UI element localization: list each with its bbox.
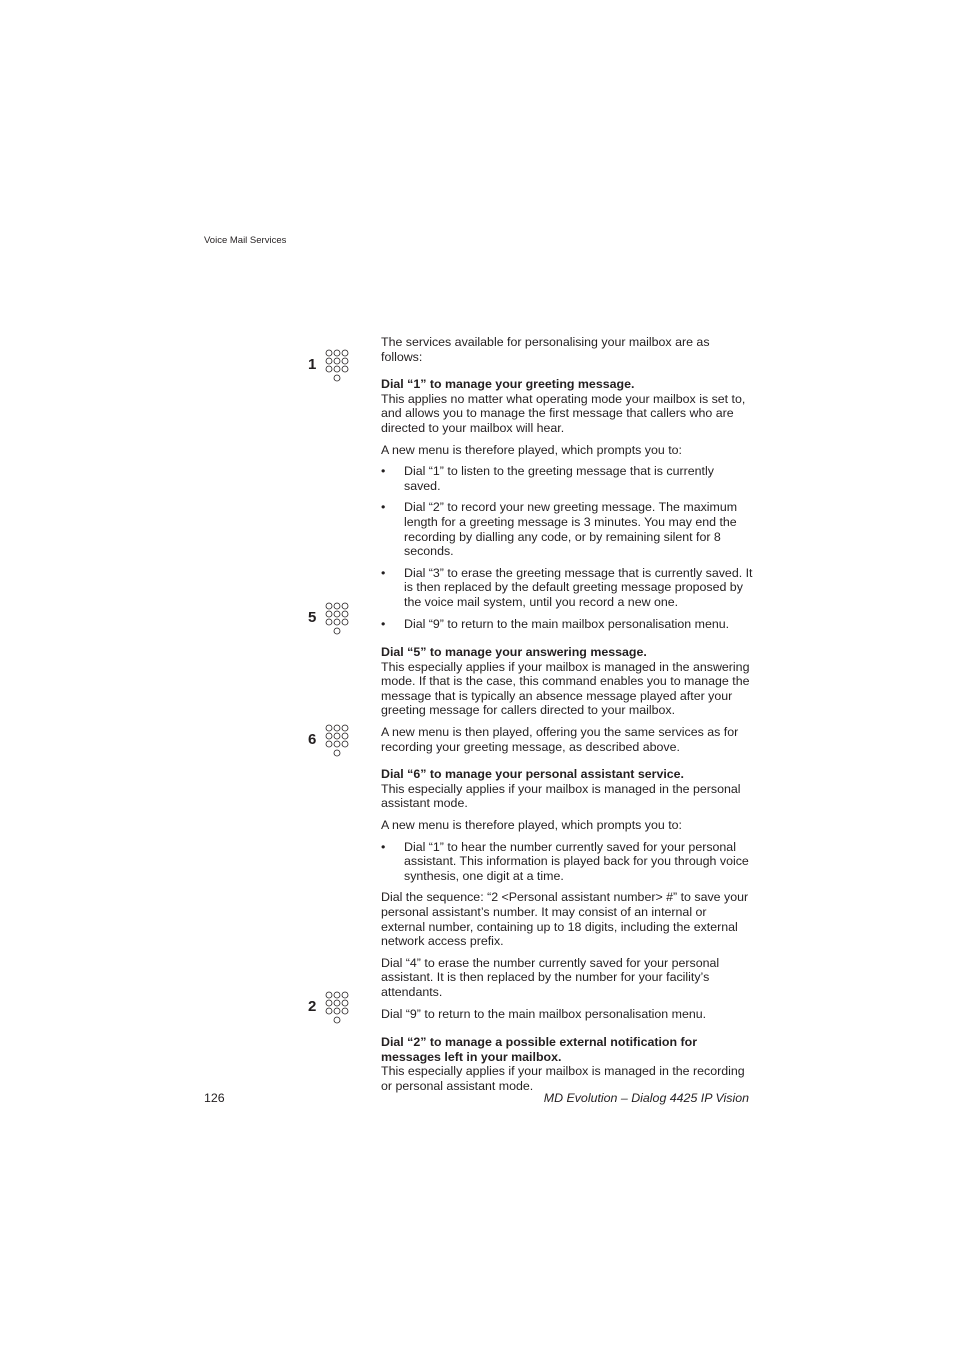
list-item: • Dial “3” to erase the greeting message that is currently saved. It is then replaced by the default greeting message proposed by the voice mail system, until you record a new one. (381, 566, 753, 610)
section-text: This especially applies if your mailbox is managed in the personal assistant mode. (381, 781, 741, 811)
list-item: • Dial “9” to return to the main mailbox personalisation menu. (381, 617, 753, 632)
key-digit: 5 (308, 609, 317, 626)
keypad-icon (325, 724, 351, 762)
option-list (381, 840, 753, 884)
keypad-icon (325, 349, 351, 387)
main-content (381, 335, 753, 1101)
keypad-icon (325, 602, 351, 640)
page-number: 126 (204, 1091, 225, 1105)
section-heading: Dial “2” to manage a possible external notification for messages left in your mailbox. (381, 1035, 698, 1064)
section-text: This applies no matter what operating mode your mailbox is set to, and allows you to manage the first message that callers who are directed to your mailbox will hear. (381, 391, 746, 435)
intro-text: The services available for personalising your mailbox are as follows: (381, 335, 710, 364)
list-item: • Dial “1” to listen to the greeting message that is currently saved. (381, 464, 753, 493)
running-header: Voice Mail Services (204, 235, 287, 246)
key-digit: 1 (308, 356, 317, 373)
list-item: • Dial “1” to hear the number currently saved for your personal assistant. This information is played back for you through voice synthesis, one digit at a time. (381, 840, 753, 884)
section-text: Dial “9” to return to the main mailbox personalisation menu. (381, 1006, 707, 1021)
keypad-key-1 (308, 349, 353, 383)
section-text: Dial “4” to erase the number currently saved for your personal assistant. It is then replaced by the number for your facility’s attendants. (381, 955, 720, 999)
section-heading: Dial “5” to manage your answering message. (381, 645, 647, 660)
section-heading: Dial “6” to manage your personal assistant service. (381, 767, 685, 782)
section-text: This especially applies if your mailbox is managed in the recording or personal assistant mode. (381, 1064, 745, 1093)
section-extra: A new menu is then played, offering you the same services as for recording your greeting message, as described above. (381, 725, 739, 754)
keypad-key-5 (308, 602, 353, 636)
document-title: MD Evolution – Dialog 4425 IP Vision (543, 1091, 749, 1105)
section-text: This especially applies if your mailbox is managed in the answering mode. If that is the case, this command enables you to manage the message that is typically an absence message played after your greeting message for callers directed to your mailbox. (381, 659, 750, 718)
section-text: Dial the sequence: “2 <Personal assistant number> #” to save your personal assistant’s number. It may consist of an internal or external number, containing up to 18 digits, including the external network access prefix. (381, 890, 749, 949)
list-item: • Dial “2” to record your new greeting message. The maximum length for a greeting message is 3 minutes. You may end the recording by dialling any code, or by remaining silent for 8 seconds. (381, 500, 753, 558)
menu-intro: A new menu is therefore played, which prompts you to: (381, 818, 682, 833)
key-digit: 6 (308, 731, 317, 748)
menu-intro: A new menu is therefore played, which prompts you to: (381, 442, 682, 457)
key-digit: 2 (308, 998, 317, 1015)
keypad-icon (325, 991, 351, 1029)
keypad-key-2 (308, 991, 353, 1025)
option-list (381, 464, 753, 631)
keypad-key-6 (308, 724, 353, 758)
section-heading: Dial “1” to manage your greeting message. (381, 377, 635, 392)
